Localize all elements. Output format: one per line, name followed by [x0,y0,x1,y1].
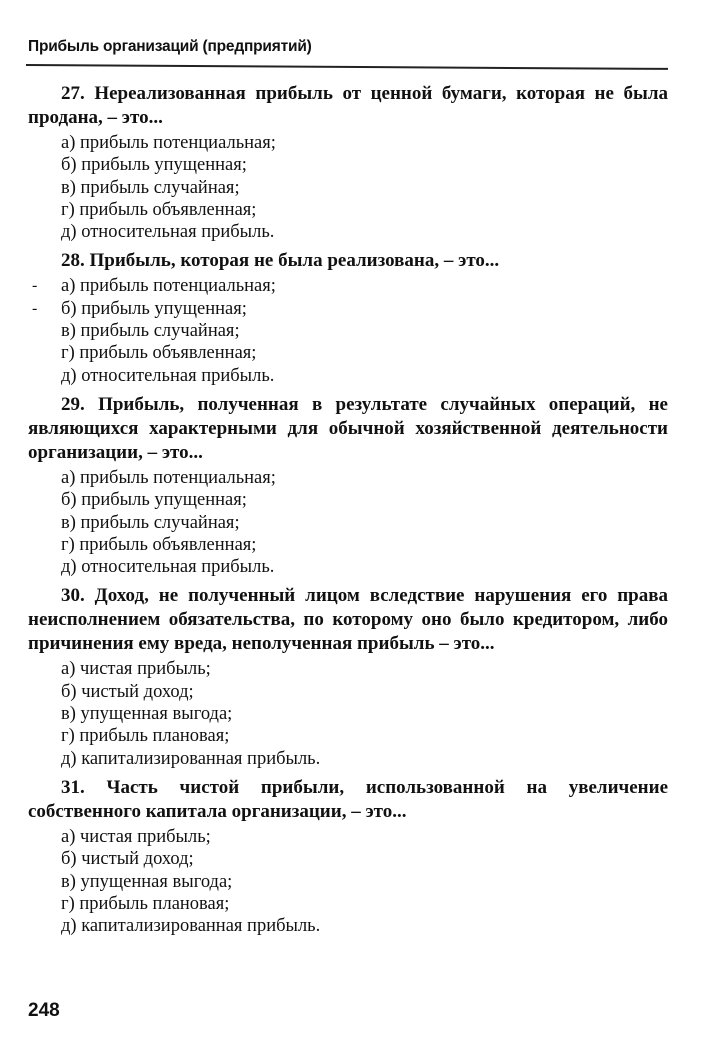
option-a: а) чистая прибыль; [61,826,211,847]
question-number: 31. [61,776,85,798]
option-d: г) прибыль плановая; [61,726,230,747]
header-rule [26,64,668,70]
page-number: 248 [28,1000,60,1021]
option-b [28,298,668,320]
option-d: г) прибыль объявленная; [61,343,257,364]
option-b: б) чистый доход; [61,849,194,870]
option-b: б) прибыль упущенная; [61,155,247,176]
option-label: б) прибыль упущенная; [61,298,247,319]
answer-options [28,658,668,769]
option-a: а) прибыль потенциальная; [61,133,276,153]
option-b: б) прибыль упущенная; [61,490,247,511]
question-text [28,776,668,824]
question-27 [28,82,668,243]
answer-options [28,275,668,386]
running-header: Прибыль организаций (предприятий) [28,38,312,55]
option-d: г) прибыль плановая; [61,893,230,914]
option-e: д) относительная прибыль. [61,557,275,578]
option-c: в) прибыль случайная; [61,512,240,533]
question-body: Нереализованная прибыль от ценной бумаги, которая не была продана, – это... [28,83,668,128]
option-label: а) прибыль потенциальная; [61,276,276,297]
option-a [28,275,668,297]
question-31 [28,776,668,937]
option-c: в) прибыль случайная; [61,321,240,342]
option-e: д) относительная прибыль. [61,365,275,386]
question-body: Часть чистой прибыли, использованной на увеличение собственного капитала организации, – это... [28,776,669,822]
answer-options [28,132,668,243]
question-text [28,584,668,656]
option-e: д) относительная прибыль. [61,222,275,243]
option-a: а) прибыль потенциальная; [61,467,276,488]
option-c: в) упущенная выгода; [61,704,233,725]
option-e: д) капитализированная прибыль. [61,916,321,937]
question-text [28,393,668,465]
option-a: а) чистая прибыль; [61,659,211,680]
pencil-mark: - [32,299,38,317]
question-body: Прибыль, которая не была реализована, – это... [89,250,500,272]
answer-options [28,826,668,937]
question-body: Доход, не полученный лицом вследствие нарушения его права неисполнением обязательства, по которому оно было кредитором, либо причинения ему вреда, неполученная прибыль – это... [28,585,669,655]
option-b: б) чистый доход; [61,681,194,702]
question-number: 27. [61,83,85,104]
question-28 [28,249,668,386]
page-content [28,82,668,943]
option-d: г) прибыль объявленная; [61,199,257,220]
pencil-mark: - [32,277,38,295]
option-e: д) капитализированная прибыль. [61,748,321,769]
question-body: Прибыль, полученная в результате случайных операций, не являющихся характерными для обычной хозяйственной деятельности организации, – это... [28,393,668,463]
option-c: в) прибыль случайная; [61,177,240,198]
question-text [28,82,668,130]
question-number: 30. [61,585,85,607]
question-number: 28. [61,250,85,272]
option-d: г) прибыль объявленная; [61,534,257,555]
question-number: 29. [61,393,85,415]
question-29 [28,393,668,578]
question-text [28,249,668,273]
answer-options [28,467,668,578]
option-c: в) упущенная выгода; [61,871,233,892]
question-30 [28,584,668,769]
